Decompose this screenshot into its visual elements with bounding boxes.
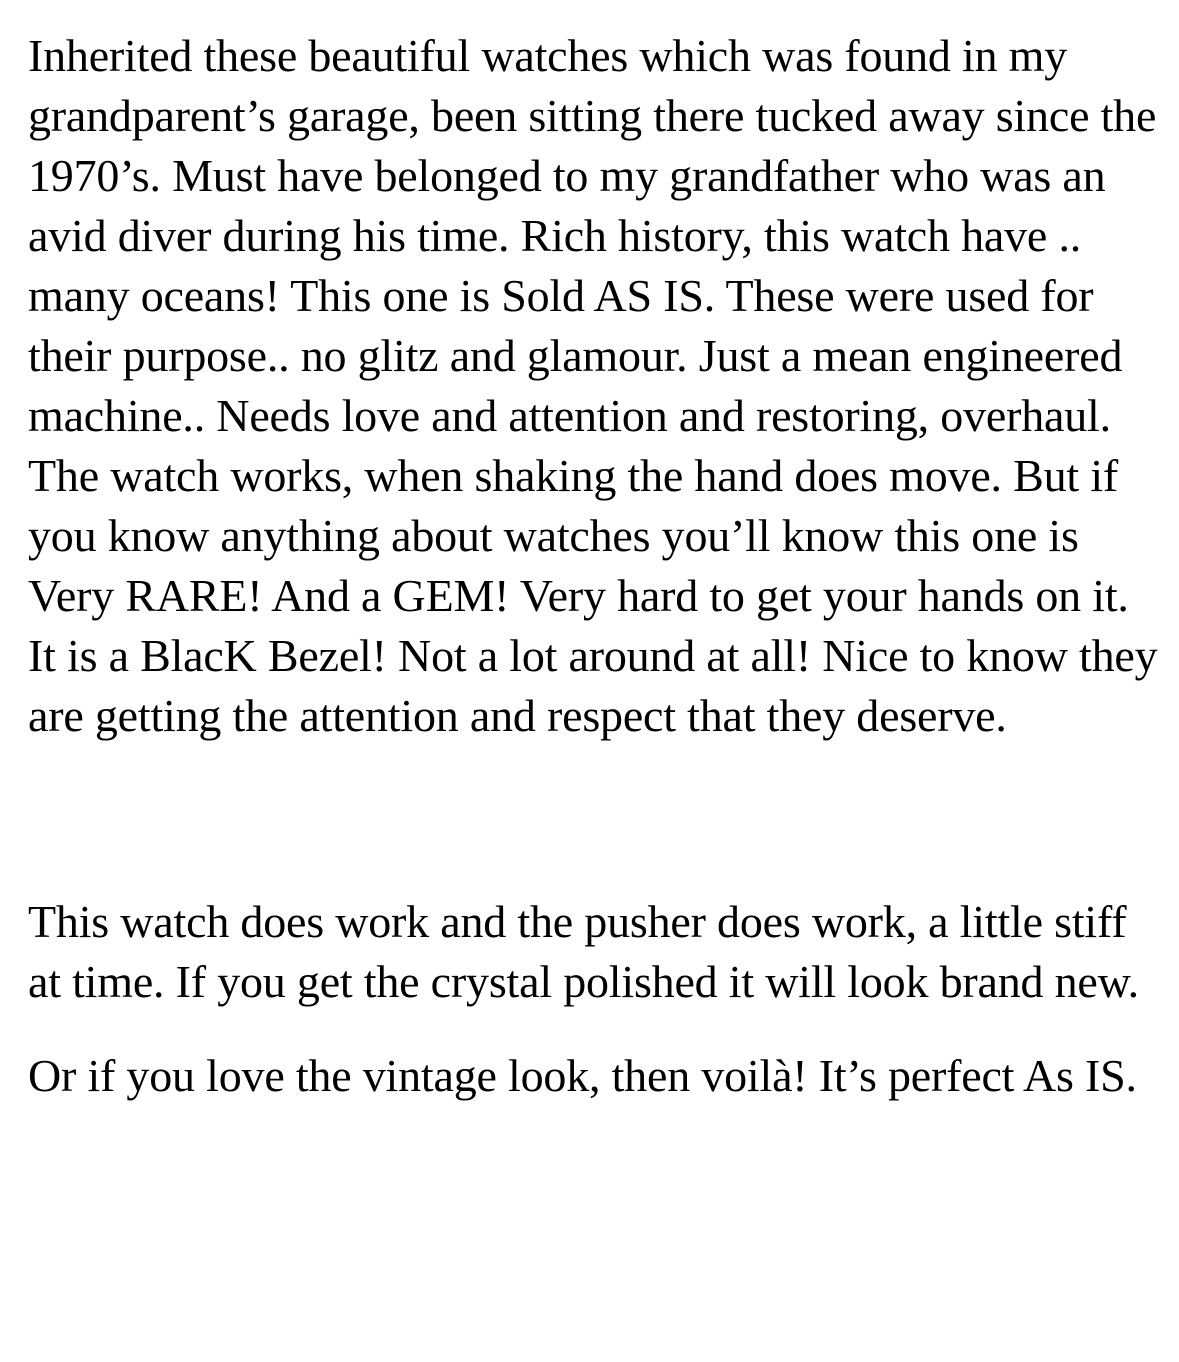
description-paragraph-history: Inherited these beautiful watches which was found in my grandparent’s garage, been sitting there tucked away since the 1970’s. Must have belonged to my grandfather who was an avid diver during his time. Rich history, this watch have .. many oceans! This one is Sold AS IS. These were used for their purpose.. no glitz and glamour. Just a mean engineered machine.. Needs love and attention and restoring, overhaul. The watch works, when shaking the hand does move. But if you know anything about watches you’ll know this one is Very RARE! And a GEM! Very hard to get your hands on it. It is a BlacK Bezel! Not a lot around at all! Nice to know they are getting the attention and respect that they deserve.	[28, 30, 1158, 741]
description-paragraph-vintage: Or if you love the vintage look, then voilà! It’s perfect As IS.	[28, 1050, 1137, 1101]
listing-description	[28, 0, 1163, 1106]
description-paragraph-condition: This watch does work and the pusher does work, a little stiff at time. If you get the crystal polished it will look brand new.	[28, 896, 1139, 1007]
